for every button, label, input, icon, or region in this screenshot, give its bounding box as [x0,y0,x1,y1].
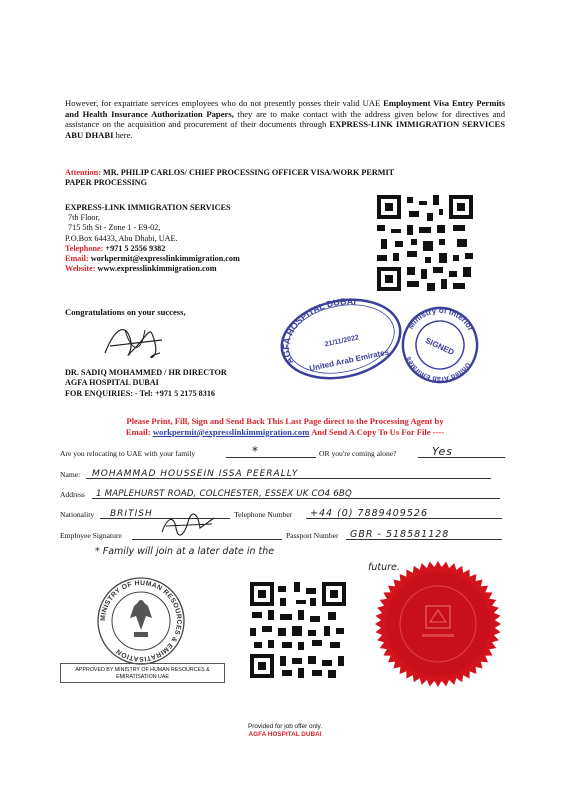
address-line-1: 7th Floor, [68,213,100,223]
mohre-seal [96,576,186,666]
handwritten-note-line-2: future. [368,562,400,573]
website-label: Website: [65,264,96,274]
email-label: Email: [65,254,89,264]
footer-line-2: AGFA HOSPITAL DUBAI [248,731,322,738]
email-value[interactable]: workpermit@expresslinkimmigration.com [88,254,240,264]
nationality-field-value: BRITISH [110,509,153,519]
signatory-enquiries: FOR ENQUIRIES: - Tel: +971 5 2175 8316 [65,388,216,398]
mohre-seal-ring-text: MINISTRY OF HUMAN RESOURCES & EMIRATISATION [99,579,183,663]
intro-text-2: Employment Visa Entry Permits and Health Insurance Authorization Papers, [65,98,505,119]
family-row [60,444,505,461]
signature-row [60,526,505,543]
family-field-value: * [252,444,259,458]
name-row [60,465,505,482]
email-row [65,254,345,264]
alone-label: OR you're coming alone? [319,449,397,458]
red-wax-seal [374,560,502,688]
address-row [60,485,505,502]
notice-email-prefix: Email: [125,427,153,437]
attention-label: Attention: [65,168,101,177]
falcon-emblem-icon [130,600,152,637]
notice-line-2 [60,427,510,438]
nationality-label: Nationality [60,510,95,519]
notice-line-1: Please Print, Fill, Sign and Send Back This Last Page direct to the Processing Agent by [126,416,444,426]
agfa-stamp-date: 21/11/2022 [324,334,360,349]
signatory-name: DR. SADIQ MOHAMMED / HR DIRECTOR [65,368,227,377]
name-label: Name: [60,470,81,479]
congratulations-text: Congratulations on your success, [65,307,186,317]
notice-email-link[interactable]: workpermit@expresslinkimmigration.com [152,427,310,437]
director-signature [100,318,170,368]
family-label: Are you relocating to UAE with your family [60,449,196,458]
intro-text-4: EXPRESS-LINK IMMIGRATION SERVICES ABU DHABI [65,119,505,140]
website-row [65,264,345,274]
telephone-value: +971 5 2556 9382 [103,243,166,253]
intro-paragraph [65,98,505,140]
agfa-stamp-top-text: AGFA HOSPITAL DUBAI [281,296,357,367]
address-label: Address [60,490,85,499]
footer-line-1: Provided for job offer only. [247,723,322,730]
telephone-label: Telephone: [65,243,104,253]
approval-box: APPROVED BY MINISTRY OF HUMAN RESOURCES & EMIRATISATION UAE [60,663,225,683]
address-line-3: P.O.Box 64433, Abu Dhabi, UAE. [65,233,178,243]
telephone-field-label: Telephone Number [234,510,293,519]
address-field-value: 1 MAPLEHURST ROAD, COLCHESTER, ESSEX UK CO4 6BQ [96,489,352,499]
intro-text-1: However, for expatriate services employees who do not presently posses their valid UAE [65,98,381,108]
agfa-hospital-stamp [276,296,406,382]
intro-text-3: they are to make contact with the address given below for directives and assistance on the acquisition and procurement of their documents through [65,108,505,129]
telephone-row [65,244,345,254]
employee-signature-label: Employee Signature [60,531,122,540]
name-field-value: MOHAMMAD HOUSSEIN ISSA PEERALLY [92,469,299,479]
agency-name: EXPRESS-LINK IMMIGRATION SERVICES [65,203,231,212]
agency-address [65,203,345,274]
telephone-field-value: +44 (0) 7889409526 [310,508,428,519]
attention-line [65,168,395,188]
submission-notice [60,416,510,438]
alone-field-value: Yes [432,445,454,458]
passport-field-value: GBR - 518581128 [350,529,450,540]
website-value[interactable]: www.expresslinkimmigration.com [95,264,217,274]
qr-code-top [377,195,473,291]
signatory-org: AGFA HOSPITAL DUBAI [65,378,159,388]
signatory-block [65,368,227,399]
ministry-stamp-top-text: Ministry of Interior [405,305,476,333]
employee-signature [158,512,218,540]
qr-code-bottom [250,582,346,678]
attention-text: MR. PHILIP CARLOS/ CHIEF PROCESSING OFFICER VISA/WORK PERMIT PAPER PROCESSING [65,168,394,187]
footer [0,723,570,739]
notice-suffix: And Send A Copy To Us For File ---- [309,427,445,437]
ministry-stamp-bottom-text: United Arab Emirates [405,355,472,383]
ministry-interior-stamp [400,305,480,385]
nationality-row [60,505,505,522]
family-field-line[interactable] [226,457,316,458]
passport-label: Passport Number [286,531,339,540]
intro-text-5: here. [113,129,133,140]
agfa-stamp-bottom-text: United Arab Emirates [308,347,390,374]
handwritten-note-line-1: * Family will join at a later date in the [95,546,275,557]
ministry-stamp-signed: SIGNED [423,335,456,358]
address-line-2: 715 5th St - Zone 1 - E9-02, [68,223,161,233]
